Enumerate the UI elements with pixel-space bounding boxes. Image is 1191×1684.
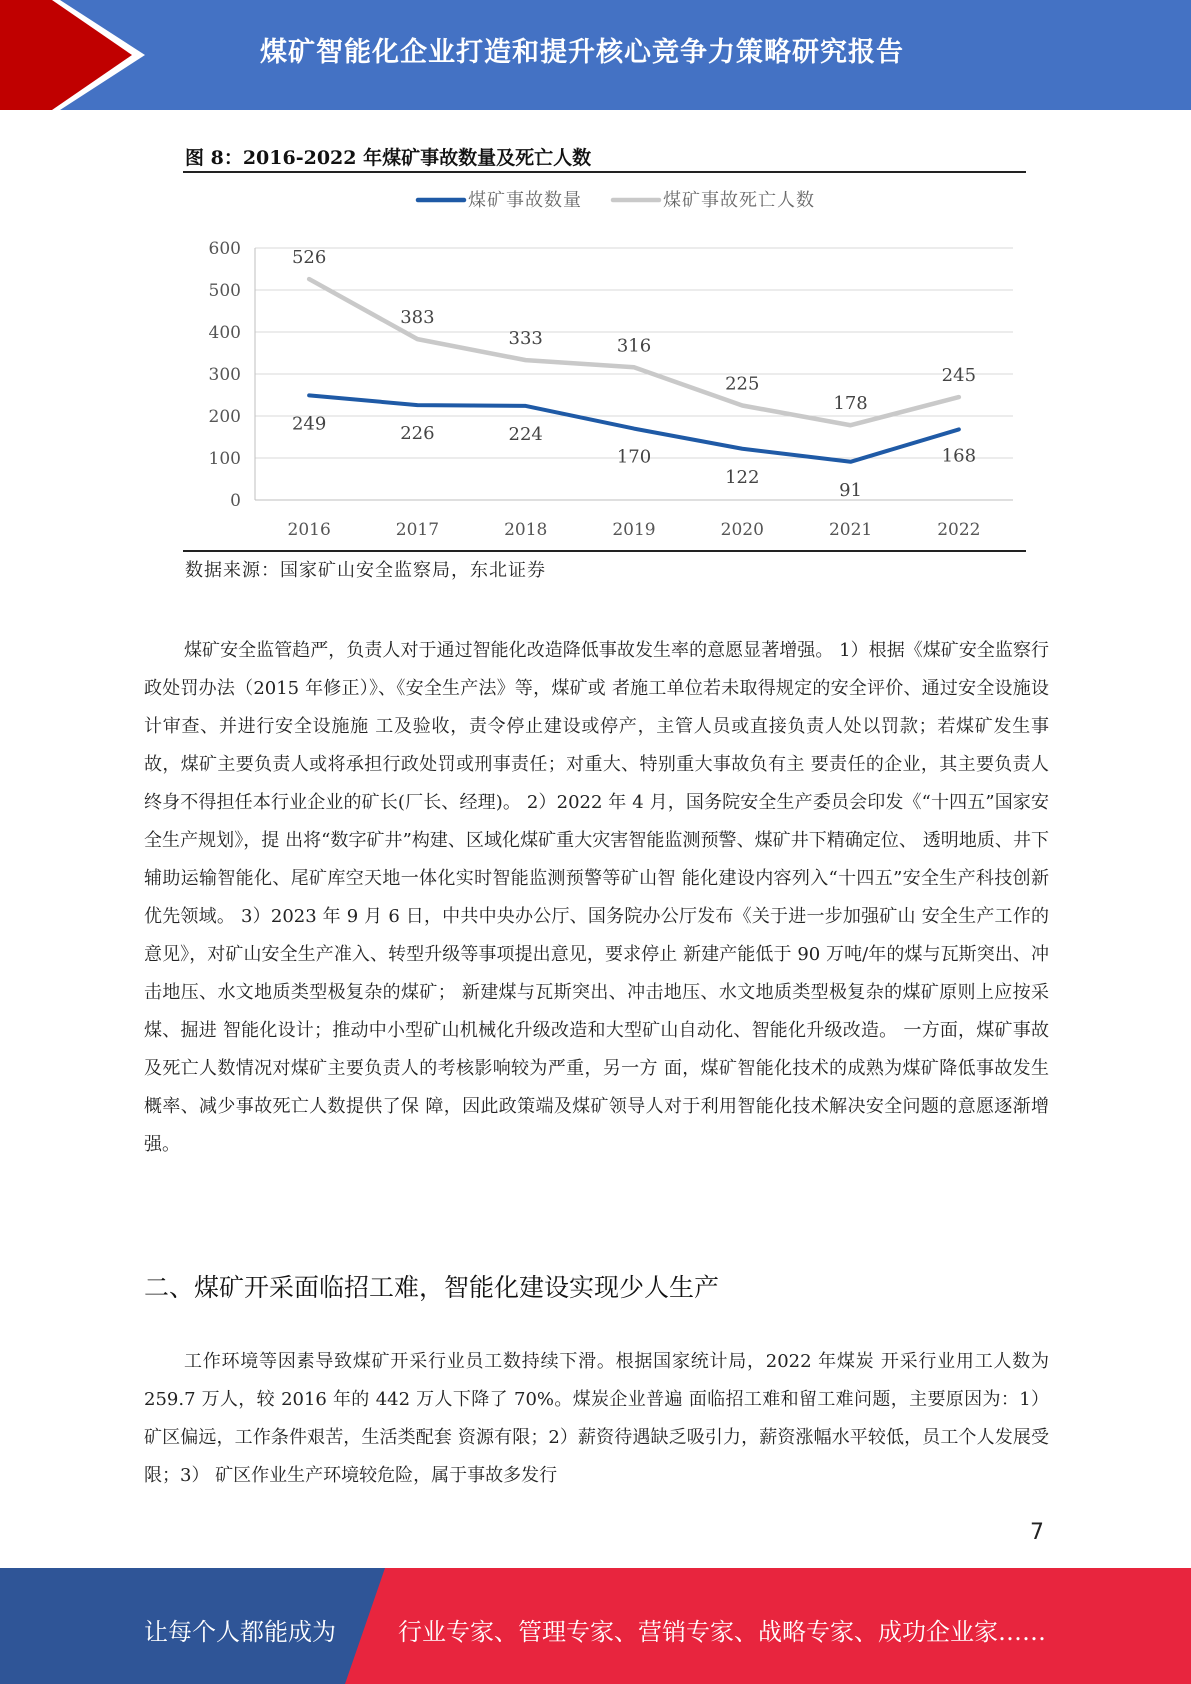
y-tick-label: 500 bbox=[208, 281, 241, 301]
y-tick-label: 0 bbox=[230, 491, 241, 511]
section-title: 二、煤矿开采面临招工难，智能化建设实现少人生产 bbox=[144, 1273, 720, 1302]
data-label-deaths: 225 bbox=[725, 373, 760, 395]
body-paragraph-1: 煤矿安全监管趋严，负责人对于通过智能化改造降低事故发生率的意愿显著增强。 1）根据《煤矿安全监察行政处罚办法（2015 年修正）》、《安全生产法》等，煤矿或 者施工单位若未取得规定的安全评价、通过安全设施设计审查、并进行安全设施施 工及验收，责令停止建设或停产，主管人员或直接负责人处以罚款；若煤矿发生事 故，煤矿主要负责人或将承担行政处罚或刑事责任；对重大、特别重大事故负有主 要责任的企业，其主要负责人终身不得担任本行业企业的矿长(厂长、经理)。 2）2022 年 4 月，国务院安全生产委员会印发《“十四五”国家安全生产规划》，提 出将“数字矿井”构建、区域化煤矿重大灾害智能监测预警、煤矿井下精确定位、 透明地质、井下辅助运输智能化、尾矿库空天地一体化实时智能监测预警等矿山智 能化建设内容列入“十四五”安全生产科技创新优先领域。 3）2023 年 9 月 6 日，中共中央办公厅、国务院办公厅发布《关于进一步加强矿山 安全生产工作的意见》，对矿山安全生产准入、转型升级等事项提出意见，要求停止 新建产能低于 90 万吨/年的煤与瓦斯突出、冲击地压、水文地质类型极复杂的煤矿； 新建煤与瓦斯突出、冲击地压、水文地质类型极复杂的煤矿原则上应按采煤、掘进 智能化设计；推动中小型矿山机械化升级改造和大型矿山自动化、智能化升级改造。 一方面，煤矿事故及死亡人数情况对煤矿主要负责人的考核影响较为严重，另一方 面，煤矿智能化技术的成熟为煤矿降低事故发生概率、减少事故死亡人数提供了保 障，因此政策端及煤矿领导人对于利用智能化技术解决安全问题的意愿逐渐增强。 bbox=[144, 640, 1049, 1155]
legend-label-accidents: 煤矿事故数量 bbox=[468, 190, 582, 211]
data-label-deaths: 178 bbox=[833, 393, 868, 415]
x-tick-label: 2022 bbox=[937, 520, 981, 540]
x-tick-label: 2018 bbox=[504, 520, 548, 540]
y-tick-label: 400 bbox=[208, 323, 241, 343]
y-tick-label: 600 bbox=[208, 239, 241, 259]
data-label-deaths: 316 bbox=[616, 335, 652, 357]
report-title: 煤矿智能化企业打造和提升核心竞争力策略研究报告 bbox=[260, 37, 904, 68]
header-arrow-decoration bbox=[0, 0, 160, 110]
figure-source: 数据来源：国家矿山安全监察局，东北证券 bbox=[185, 560, 546, 581]
data-label-deaths: 383 bbox=[400, 307, 435, 329]
data-label-accidents: 168 bbox=[941, 445, 977, 467]
data-label-accidents: 170 bbox=[616, 446, 652, 468]
header-bar bbox=[0, 0, 1191, 110]
data-label-accidents: 224 bbox=[508, 423, 543, 445]
footer-slogan-right: 行业专家、管理专家、营销专家、战略专家、成功企业家…… bbox=[398, 1618, 1046, 1646]
data-label-deaths: 333 bbox=[508, 328, 543, 350]
y-tick-label: 300 bbox=[208, 365, 241, 385]
data-label-accidents: 122 bbox=[725, 466, 760, 488]
x-tick-label: 2020 bbox=[720, 520, 764, 540]
accident-line-chart bbox=[183, 175, 1026, 550]
figure-top-rule bbox=[183, 171, 1026, 173]
page-number: 7 bbox=[1030, 1520, 1044, 1545]
x-tick-label: 2019 bbox=[612, 520, 656, 540]
legend-label-deaths: 煤矿事故死亡人数 bbox=[663, 190, 815, 211]
figure-bottom-rule bbox=[183, 550, 1026, 552]
footer-slogan-left: 让每个人都能成为 bbox=[144, 1618, 336, 1646]
data-label-accidents: 249 bbox=[291, 413, 327, 435]
body-paragraph-2: 工作环境等因素导致煤矿开采行业员工数持续下滑。根据国家统计局，2022 年煤炭 开采行业用工人数为 259.7 万人，较 2016 年的 442 万人下降了 70%。煤炭企业普遍 面临招工难和留工难问题，主要原因为：1）矿区偏远，工作条件艰苦，生活类配套 资源有限；2）薪资待遇缺乏吸引力，薪资涨幅水平较低，员工个人发展受限；3） 矿区作业生产环境较危险，属于事故多发行 bbox=[144, 1351, 1049, 1486]
x-tick-label: 2016 bbox=[287, 520, 331, 540]
data-label-deaths: 245 bbox=[941, 365, 977, 387]
x-tick-label: 2021 bbox=[828, 520, 873, 540]
data-label-deaths: 526 bbox=[291, 247, 327, 269]
data-label-accidents: 91 bbox=[839, 479, 863, 501]
x-tick-label: 2017 bbox=[395, 520, 440, 540]
y-tick-label: 100 bbox=[208, 449, 241, 469]
y-tick-label: 200 bbox=[208, 407, 241, 427]
data-label-accidents: 226 bbox=[400, 423, 435, 445]
figure-caption: 图 8：2016-2022 年煤矿事故数量及死亡人数 bbox=[185, 147, 592, 169]
